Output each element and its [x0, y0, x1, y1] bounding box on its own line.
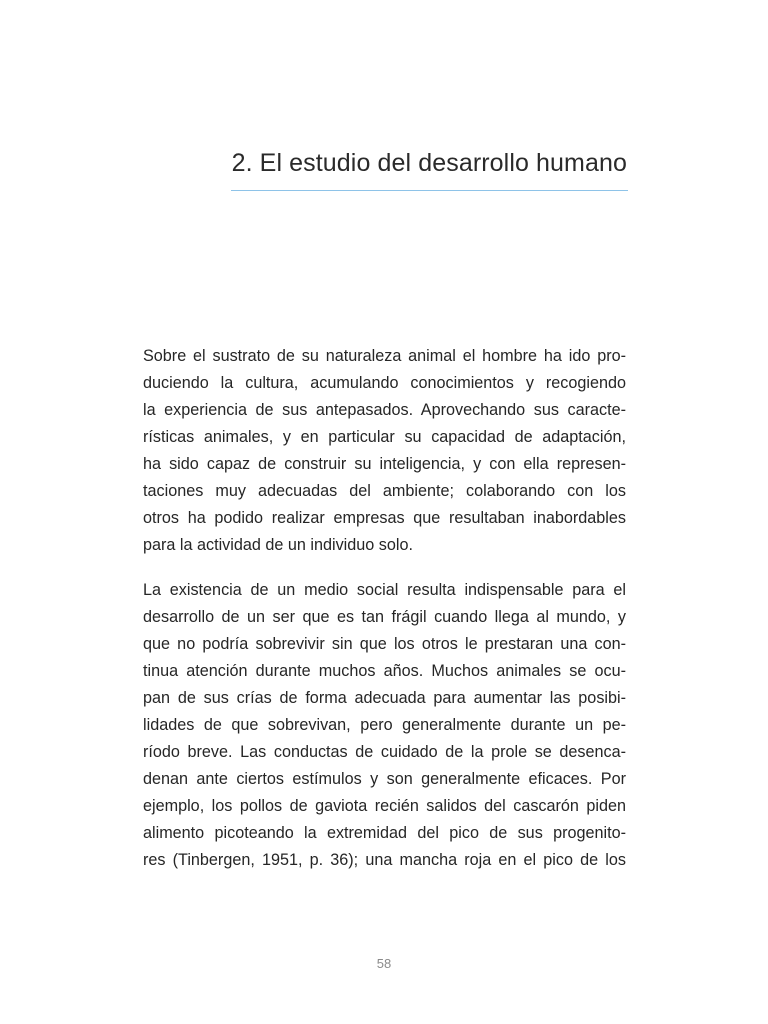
text-line: rísticas animales, y en particular su capacidad de adaptación, — [143, 428, 626, 446]
title-underline — [231, 190, 628, 191]
text-line: ejemplo, los pollos de gaviota recién salidos del cascarón piden — [143, 797, 626, 815]
body-text — [143, 343, 626, 892]
text-line: duciendo la cultura, acumulando conocimientos y recogiendo — [143, 374, 626, 392]
text-line: lidades de que sobrevivan, pero generalmente durante un pe- — [143, 716, 626, 734]
text-line: ha sido capaz de construir su inteligencia, y con ella represen- — [143, 455, 626, 473]
chapter-title: 2. El estudio del desarrollo humano — [231, 149, 627, 177]
text-line: Sobre el sustrato de su naturaleza animal el hombre ha ido pro- — [143, 347, 626, 365]
text-line: alimento picoteando la extremidad del pico de sus progenito- — [143, 824, 626, 842]
text-line: que no podría sobrevivir sin que los otros le prestaran una con- — [143, 635, 626, 653]
text-line: desarrollo de un ser que es tan frágil cuando llega al mundo, y — [143, 608, 626, 626]
page-number: 58 — [376, 956, 392, 971]
text-line: denan ante ciertos estímulos y son generalmente eficaces. Por — [143, 770, 626, 788]
text-line: la experiencia de sus antepasados. Aprovechando sus caracte- — [143, 401, 626, 419]
paragraph-1 — [143, 343, 626, 559]
text-line: ríodo breve. Las conductas de cuidado de la prole se desenca- — [143, 743, 626, 761]
text-line: pan de sus crías de forma adecuada para aumentar las posibi- — [143, 689, 626, 707]
text-line: La existencia de un medio social resulta indispensable para el — [143, 581, 626, 599]
text-line: para la actividad de un individuo solo. — [143, 536, 413, 554]
text-line: res (Tinbergen, 1951, p. 36); una mancha roja en el pico de los — [143, 851, 626, 869]
text-line: tinua atención durante muchos años. Muchos animales se ocu- — [143, 662, 626, 680]
paragraph-2 — [143, 577, 626, 874]
text-line: otros ha podido realizar empresas que resultaban inabordables — [143, 509, 626, 527]
text-line: taciones muy adecuadas del ambiente; colaborando con los — [143, 482, 626, 500]
